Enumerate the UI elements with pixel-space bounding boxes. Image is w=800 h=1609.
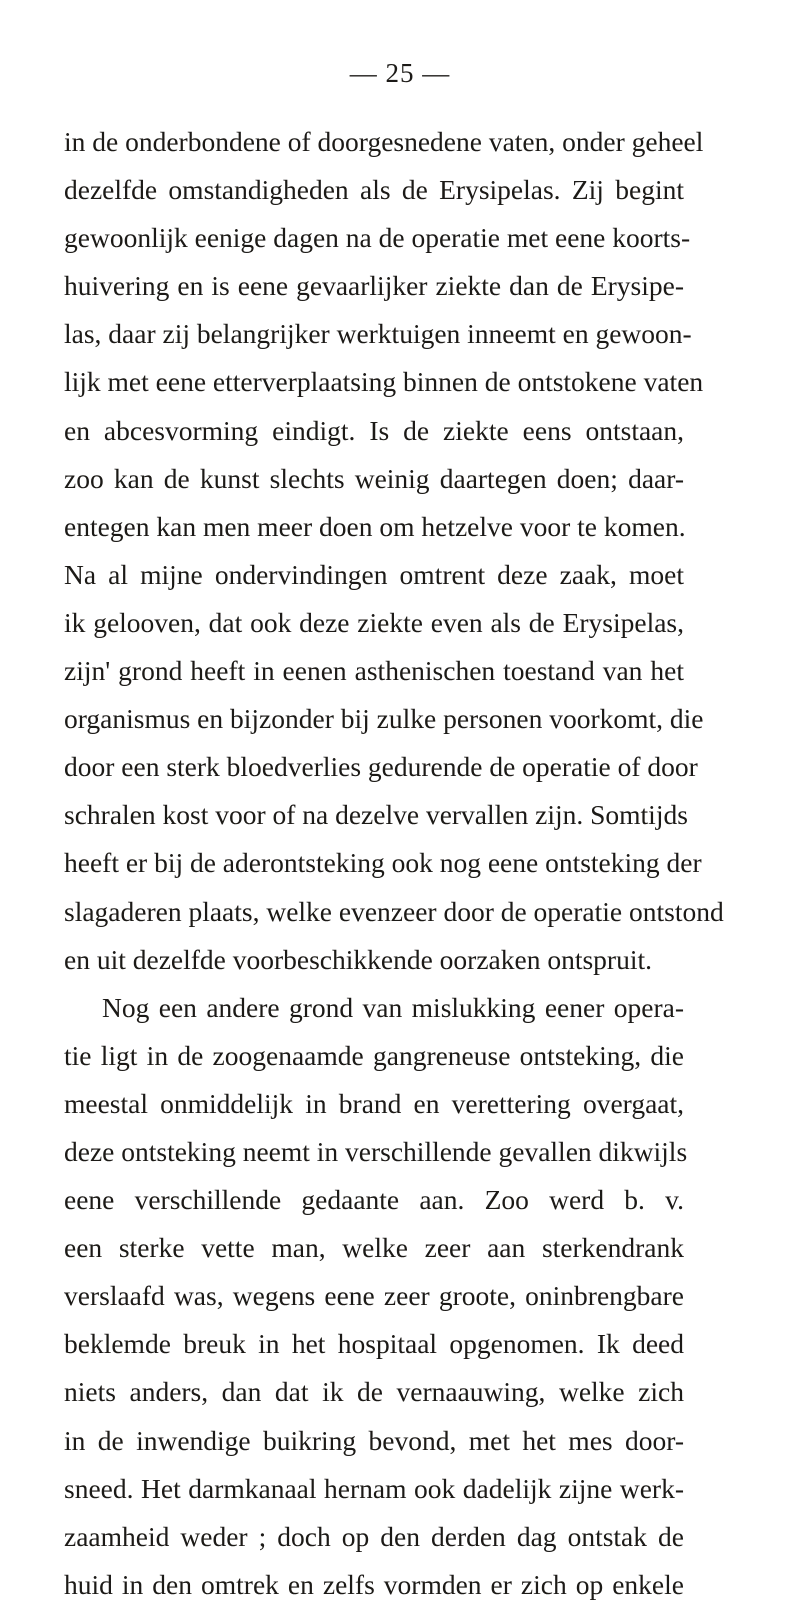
text-line: gewoonlijk eenige dagen na de operatie met eene koorts- [64, 222, 691, 254]
text-line: zaamheid weder ; doch op den derden dag ontstak de [64, 1520, 684, 1552]
text-line: niets anders, dan dat ik de vernaauwing, welke zich [64, 1376, 684, 1408]
text-line: heeft er bij de aderontsteking ook nog eene ontsteking der [64, 847, 702, 879]
paragraph-start-line: Nog een andere grond van mislukking eener opera- [102, 991, 684, 1023]
paragraph-end-line: en uit dezelfde voorbeschikkende oorzaken ontspruit. [64, 943, 652, 975]
text-line: huid in den omtrek en zelfs vormden er zich op enkele [64, 1568, 684, 1600]
text-line: lijk met eene etterverplaatsing binnen de ontstokene vaten [64, 366, 704, 398]
text-line: schralen kost voor of na dezelve vervallen zijn. Somtijds [64, 799, 688, 831]
text-line: een sterke vette man, welke zeer aan sterkendrank [64, 1232, 684, 1264]
text-line: Na al mijne ondervindingen omtrent deze zaak, moet [64, 558, 684, 590]
page-number: — 25 — [349, 58, 451, 88]
text-line: beklemde breuk in het hospitaal opgenomen. Ik deed [64, 1328, 684, 1360]
text-line: dezelfde omstandigheden als de Erysipelas. Zij begint [64, 174, 684, 206]
text-line: meestal onmiddelijk in brand en verettering overgaat, [64, 1087, 684, 1119]
text-line: deze ontsteking neemt in verschillende gevallen dikwijls [64, 1135, 688, 1167]
text-line: entegen kan men meer doen om hetzelve voor te komen. [64, 510, 686, 542]
text-line: ik gelooven, dat ook deze ziekte even als de Erysipelas, [64, 606, 684, 638]
text-line: zoo kan de kunst slechts weinig daartegen doen; daar- [64, 462, 684, 494]
text-line: huivering en is eene gevaarlijker ziekte dan de Erysipe- [64, 270, 684, 302]
body-text [64, 118, 724, 1609]
text-line: verslaafd was, wegens eene zeer groote, oninbrengbare [64, 1280, 684, 1312]
text-line: door een sterk bloedverlies gedurende de operatie of door [64, 751, 698, 783]
text-line: in de inwendige buikring bevond, met het mes door- [64, 1424, 684, 1456]
text-line: organismus en bijzonder bij zulke personen voorkomt, die [64, 703, 704, 735]
text-line: sneed. Het darmkanaal hernam ook dadelijk zijne werk- [64, 1472, 684, 1504]
text-line: las, daar zij belangrijker werktuigen inneemt en gewoon- [64, 318, 692, 350]
text-line: slagaderen plaats, welke evenzeer door de operatie ontstond [64, 895, 724, 927]
text-line: zijn' grond heeft in eenen asthenischen toestand van het [64, 655, 684, 687]
text-line: in de onderbondene of doorgesnedene vaten, onder geheel [64, 126, 704, 157]
text-line: tie ligt in de zoogenaamde gangreneuse ontsteking, die [64, 1039, 684, 1071]
text-line: eene verschillende gedaante aan. Zoo werd b. v. [64, 1184, 684, 1216]
text-line: en abcesvorming eindigt. Is de ziekte eens ontstaan, [64, 414, 684, 446]
